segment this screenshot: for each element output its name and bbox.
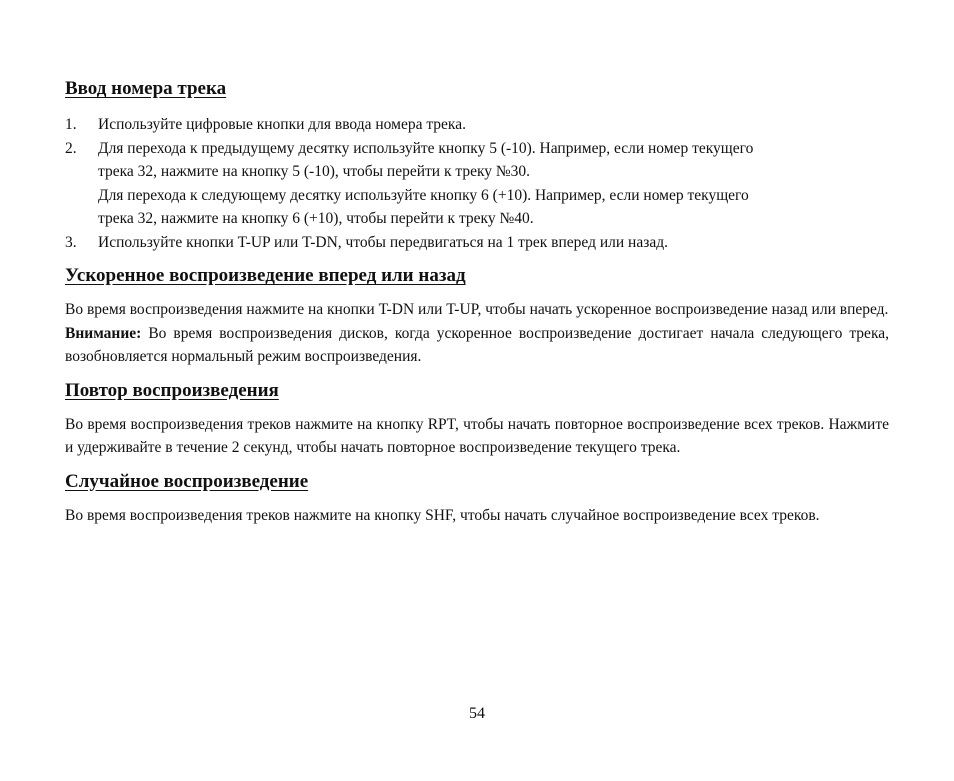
step-3 <box>65 231 889 255</box>
step-text: трека 32, нажмите на кнопку 5 (-10), чтобы перейти к треку №30. <box>98 163 531 180</box>
track-number-steps <box>65 113 889 254</box>
step-2 <box>65 137 889 231</box>
step-number: 1. <box>65 116 77 133</box>
repeat-paragraph: Во время воспроизведения треков нажмите на кнопку RPT, чтобы начать повторное воспроизведение всех треков. Нажмите и удерживайте в течение 2 секунд, чтобы начать повторное воспроизведение текущего трека. <box>65 415 889 456</box>
step-number: 2. <box>65 139 77 157</box>
shuffle-paragraph: Во время воспроизведения треков нажмите на кнопку SHF, чтобы начать случайное воспроизведение всех треков. <box>65 506 820 524</box>
fast-play-paragraph: Во время воспроизведения нажмите на кнопки T-DN или T-UP, чтобы начать ускоренное воспроизведение назад или вперед. <box>65 301 889 318</box>
note-text: Во время воспроизведения дисков, когда ускоренное воспроизведение достигает начала следующего трека, возобновляется нормальный режим воспроизведения. <box>65 324 889 365</box>
step-text: Используйте кнопки T-UP или T-DN, чтобы передвигаться на 1 трек вперед или назад. <box>98 233 668 251</box>
step-1 <box>65 113 889 137</box>
section-heading-fast-play: Ускоренное воспроизведение вперед или назад <box>65 265 466 286</box>
step-text: Используйте цифровые кнопки для ввода номера трека. <box>98 116 466 133</box>
note-label: Внимание: <box>65 324 142 342</box>
step-text: трека 32, нажмите на кнопку 6 (+10), чтобы перейти к треку №40. <box>98 210 534 227</box>
manual-page <box>65 77 889 527</box>
section-heading-track-number: Ввод номера трека <box>65 78 227 99</box>
section-heading-repeat: Повтор воспроизведения <box>65 379 279 401</box>
step-number: 3. <box>65 233 77 251</box>
step-text: Для перехода к предыдущему десятку используйте кнопку 5 (-10). Например, если номер текущего <box>98 139 754 157</box>
section-heading-shuffle: Случайное воспроизведение <box>65 470 309 492</box>
step-text: Для перехода к следующему десятку используйте кнопку 6 (+10). Например, если номер текущего <box>98 186 749 204</box>
fast-play-note <box>65 322 889 369</box>
page-number: 54 <box>469 705 485 722</box>
